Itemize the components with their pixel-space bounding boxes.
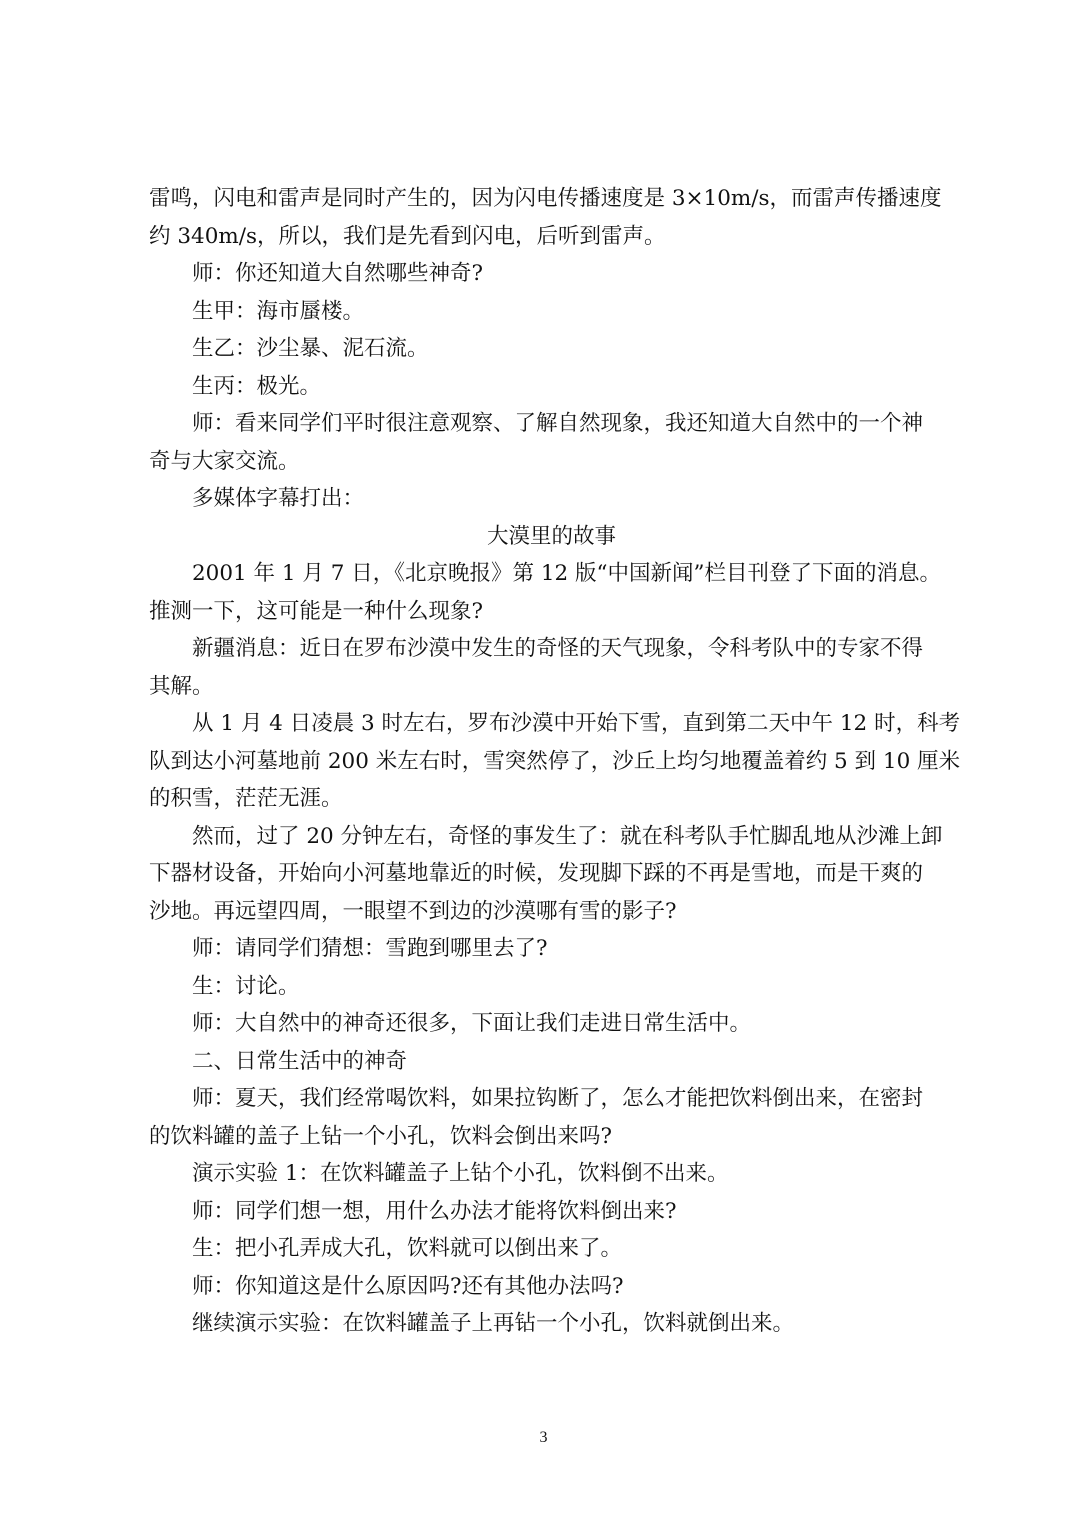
paragraph-line: 新疆消息：近日在罗布沙漠中发生的奇怪的天气现象，令科考队中的专家不得 <box>192 636 924 661</box>
dialogue-line: 生甲：海市蜃楼。 <box>192 298 365 324</box>
dialogue-line: 师：你知道这是什么原因吗?还有其他办法吗? <box>192 1273 624 1299</box>
paragraph-line: 的饮料罐的盖子上钻一个小孔，饮料会倒出来吗? <box>149 1123 613 1149</box>
document-body <box>149 180 961 1343</box>
dialogue-line: 师：夏天，我们经常喝饮料，如果拉钩断了，怎么才能把饮料倒出来，在密封 <box>192 1086 924 1111</box>
paragraph-line: 队到达小河墓地前 200 米左右时，雪突然停了，沙丘上均匀地覆盖着约 5 到 10 厘米 <box>149 748 961 774</box>
paragraph-line: 推测一下，这可能是一种什么现象? <box>149 598 484 624</box>
experiment-line: 继续演示实验：在饮料罐盖子上再钻一个小孔，饮料就倒出来。 <box>192 1311 795 1336</box>
section-heading: 二、日常生活中的神奇 <box>192 1048 408 1074</box>
dialogue-line: 师：你还知道大自然哪些神奇? <box>192 261 484 286</box>
paragraph-line: 沙地。再远望四周，一眼望不到边的沙漠哪有雪的影子? <box>149 898 677 924</box>
dialogue-line: 生丙：极光。 <box>192 373 322 399</box>
paragraph-line: 其解。 <box>149 673 214 699</box>
paragraph-line: 然而，过了 20 分钟左右，奇怪的事发生了：就在科考队手忙脚乱地从沙滩上卸 <box>192 823 943 849</box>
dialogue-line: 生：把小孔弄成大孔，饮料就可以倒出来了。 <box>192 1236 623 1261</box>
paragraph-line: 奇与大家交流。 <box>149 448 300 474</box>
dialogue-line: 生：讨论。 <box>192 973 300 999</box>
paragraph-line: 从 1 月 4 日凌晨 3 时左右，罗布沙漠中开始下雪，直到第二天中午 12 时，科考 <box>192 711 961 736</box>
paragraph-line: 的积雪，茫茫无涯。 <box>149 786 343 811</box>
paragraph-line: 雷鸣，闪电和雷声是同时产生的，因为闪电传播速度是 3×10m/s，而雷声传播速度 <box>149 186 942 211</box>
paragraph-line: 多媒体字幕打出： <box>192 486 365 511</box>
dialogue-line: 师：大自然中的神奇还很多，下面让我们走进日常生活中。 <box>192 1011 752 1036</box>
paragraph-line: 约 340m/s，所以，我们是先看到闪电，后听到雷声。 <box>149 223 666 249</box>
page-number: 3 <box>539 1429 548 1446</box>
dialogue-line: 师：请同学们猜想：雪跑到哪里去了? <box>192 936 548 961</box>
paragraph-line: 下器材设备，开始向小河墓地靠近的时候，发现脚下踩的不再是雪地，而是干爽的 <box>149 861 924 886</box>
paragraph-line: 2001 年 1 月 7 日，《北京晚报》第 12 版“中国新闻”栏目刊登了下面的消息。 <box>192 561 942 586</box>
experiment-line: 演示实验 1：在饮料罐盖子上钻个小孔，饮料倒不出来。 <box>192 1161 729 1186</box>
dialogue-line: 生乙：沙尘暴、泥石流。 <box>192 336 429 361</box>
story-title: 大漠里的故事 <box>486 523 616 549</box>
dialogue-line: 师：看来同学们平时很注意观察、了解自然现象，我还知道大自然中的一个神 <box>192 411 924 436</box>
dialogue-line: 师：同学们想一想，用什么办法才能将饮料倒出来? <box>192 1198 677 1224</box>
